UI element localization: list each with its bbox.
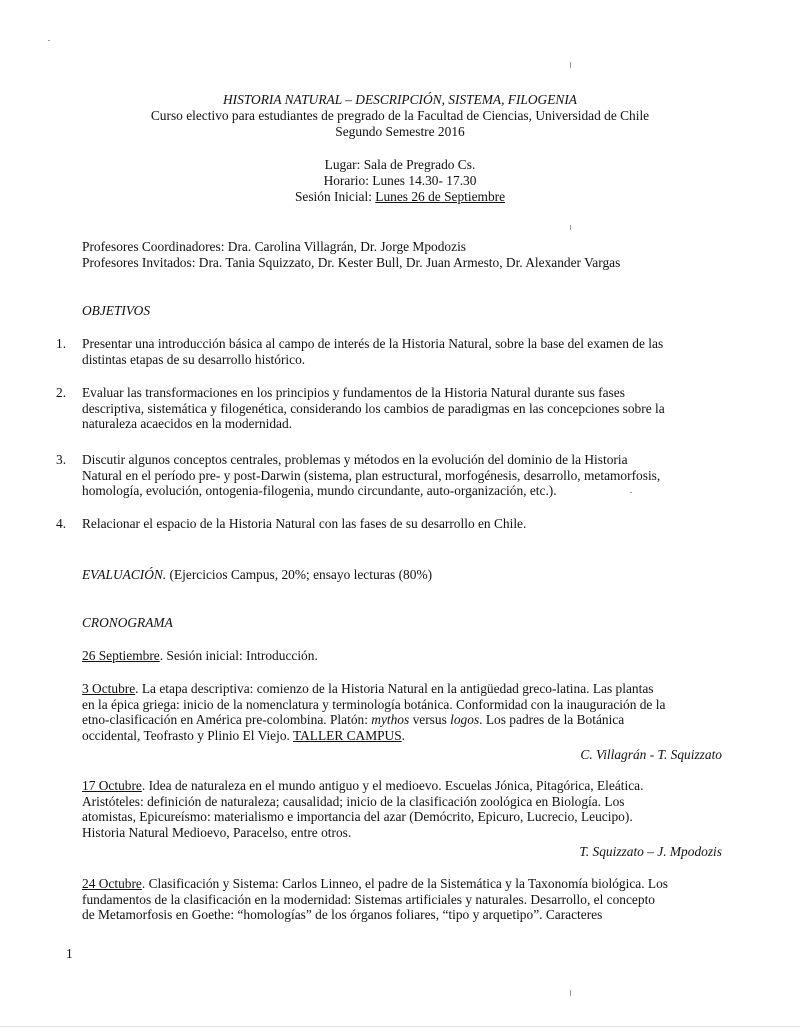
session-text: . (401, 727, 406, 743)
evaluation-line (82, 567, 432, 583)
session-text: . Idea de naturaleza en el mundo antiguo y el medioevo. Escuelas Jónica, Pitagórica, Eleática. (141, 778, 644, 793)
schedule-value: Lunes 14.30- 17.30 (372, 173, 477, 188)
evaluation-heading: EVALUACIÓN. (82, 567, 167, 582)
session-line: en la épica griega: inicio de la nomenclatura y terminología botánica. Conformidad con la inauguración de la (82, 696, 666, 712)
course-title: HISTORIA NATURAL – DESCRIPCIÓN, SISTEMA, FILOGENIA (223, 92, 577, 107)
session-text: occidental, Teofrasto y Plinio El Viejo. (82, 727, 293, 743)
session-signature: T. Squizzato – J. Mpodozis (579, 844, 722, 859)
session-line: Aristóteles: definición de naturaleza; causalidad; inicio de la clasificación zoológica en Biología. Los (82, 793, 625, 809)
scan-speck (570, 225, 571, 230)
scan-edge-line (0, 1026, 800, 1027)
schedule-label: Horario: (323, 173, 369, 188)
session-text: . Los padres de la Botánica (479, 712, 625, 727)
session-signature: C. Villagrán - T. Squizzato (580, 747, 722, 762)
objective-number: 4. (56, 516, 67, 531)
session-date: 17 Octubre (82, 778, 142, 793)
session-line (82, 728, 722, 744)
session-line: atomistas, Epicureísmo: materialismo e importancia del azar (Demócrito, Epicuro, Lucrecio, Leucipo). (82, 809, 633, 824)
invited-professors (82, 255, 620, 271)
session-line: fundamentos de la clasificación en la modernidad: Sistemas artificiales y naturales. Desarrollo, el concepto (82, 891, 655, 907)
objective-line: naturaleza acaecidos en la modernidad. (82, 416, 293, 431)
location-label: Lugar: (324, 157, 361, 172)
scan-speck (630, 492, 632, 493)
logos-term: logos (450, 712, 480, 727)
scan-speck (48, 40, 50, 41)
session-text: . Sesión inicial: Introducción. (159, 648, 318, 663)
session-text: . Clasificación y Sistema: Carlos Linneo, el padre de la Sistemática y la Taxonomía biológica. Los (141, 876, 668, 891)
coordinators-label: Profesores Coordinadores: (82, 239, 225, 254)
mythos-term: mythos (371, 712, 410, 727)
scan-speck (570, 62, 571, 68)
session-date: 26 Septiembre (82, 648, 160, 663)
session-line (82, 778, 722, 794)
session-entry (82, 778, 722, 860)
objective-line: Evaluar las transformaciones en los principios y fundamentos de la Historia Natural durante sus fases (82, 385, 625, 400)
objective-line: Presentar una introducción básica al campo de interés de la Historia Natural, sobre la base del examen de las (82, 336, 664, 351)
objectives-heading: OBJETIVOS (82, 303, 151, 318)
evaluation-text: (Ejercicios Campus, 20%; ensayo lecturas (80%) (166, 567, 433, 582)
objective-line: descriptiva, sistemática y filogenética, considerando los cambios de paradigmas en las concepciones sobre la (82, 400, 665, 416)
invited-value: Dra. Tania Squizzato, Dr. Kester Bull, Dr. Juan Armesto, Dr. Alexander Vargas (198, 255, 621, 270)
session-line (82, 712, 722, 728)
schedule-line (0, 173, 800, 189)
session-line: de Metamorfosis en Goethe: “homologías” de los órganos foliares, “tipo y arquetipo”. Caracteres (82, 907, 603, 922)
session-date: 3 Octubre (82, 681, 136, 696)
location-value: Sala de Pregrado Cs. (363, 157, 476, 172)
course-semester: Segundo Semestre 2016 (335, 124, 465, 139)
first-session-value: Lunes 26 de Septiembre (375, 189, 506, 204)
coordinators-value: Dra. Carolina Villagrán, Dr. Jorge Mpodozis (227, 239, 466, 254)
objective-item (56, 385, 722, 432)
session-text: etno-clasificación en América pre-colombina. Platón: (82, 712, 372, 727)
page-number: 1 (66, 946, 73, 961)
scan-speck (570, 990, 571, 996)
taller-campus-label: TALLER CAMPUS (293, 727, 402, 743)
session-entry (82, 648, 722, 664)
invited-label: Profesores Invitados: (82, 255, 196, 270)
session-entry (82, 681, 722, 763)
session-date: 24 Octubre (82, 876, 142, 891)
objective-number: 3. (56, 452, 67, 467)
objective-item (56, 336, 722, 367)
first-session-label: Sesión Inicial: (294, 189, 372, 204)
course-description: Curso electivo para estudiantes de pregrado de la Facultad de Ciencias, Universidad de Chile (150, 108, 650, 123)
session-entry (82, 876, 722, 923)
objective-item (56, 452, 722, 499)
objective-number: 2. (56, 385, 67, 400)
objective-line: distintas etapas de su desarrollo histórico. (82, 351, 306, 367)
objective-line: Natural en el período pre- y post-Darwin (sistema, plan estructural, morfogénesis, desarrollo, metamorfosis, (82, 467, 661, 483)
objective-line: homología, evolución, ontogenia-filogenia, mundo circundante, auto-organización, etc.). (82, 483, 557, 498)
session-line (82, 681, 722, 697)
coordinating-professors (82, 239, 466, 255)
session-line (82, 876, 722, 892)
objective-line: Discutir algunos conceptos centrales, problemas y métodos en la evolución del dominio de la Historia (82, 452, 628, 467)
schedule-heading: CRONOGRAMA (82, 615, 173, 630)
objective-number: 1. (56, 336, 67, 351)
first-session-line (0, 189, 800, 205)
session-text: . La etapa descriptiva: comienzo de la Historia Natural en la antigüedad greco-latina. Las plantas (135, 681, 654, 696)
objective-line: Relacionar el espacio de la Historia Natural con las fases de su desarrollo en Chile. (82, 516, 527, 531)
session-line: Historia Natural Medioevo, Paracelso, entre otros. (82, 824, 352, 840)
versus-word: versus (409, 712, 451, 727)
location-line (0, 157, 800, 173)
objective-item (56, 516, 722, 532)
